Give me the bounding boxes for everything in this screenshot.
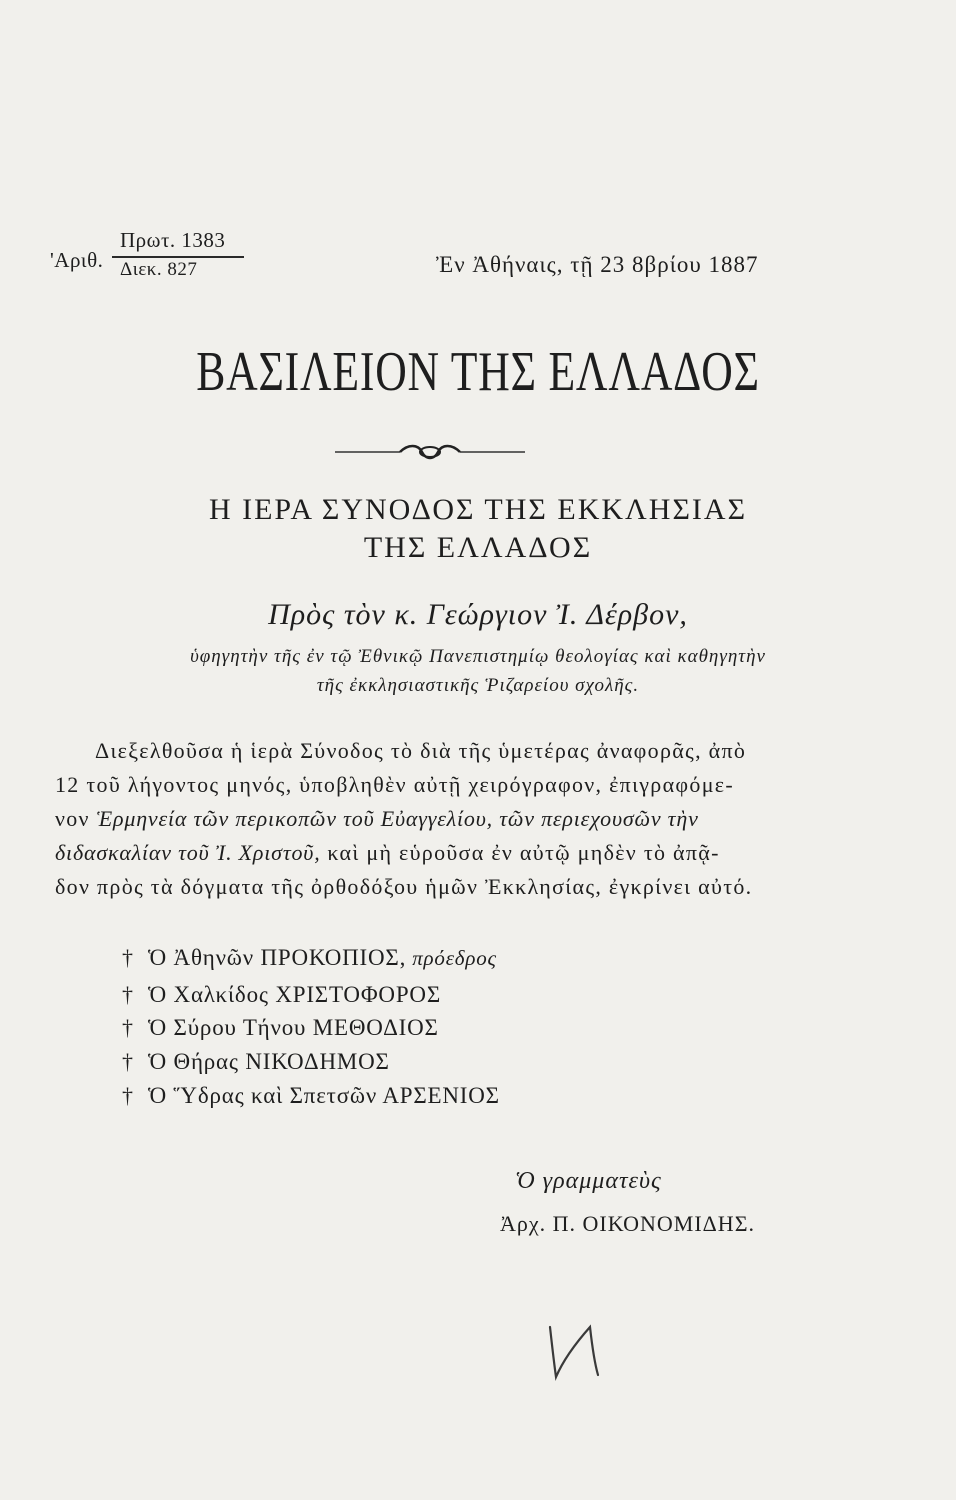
dateline: Ἐν Ἀθήναις, τῇ 23 8βρίου 1887 [436, 252, 759, 277]
cross-icon: † [122, 1015, 134, 1040]
signatory-1 [122, 945, 497, 971]
signatory-name: Ὁ Χαλκίδος ΧΡΙΣΤΟΦΟΡΟΣ [148, 982, 442, 1007]
secretary-name: Ἀρχ. Π. ΟΙΚΟΝΟΜΙΔΗΣ. [500, 1211, 755, 1236]
ref-arith-label: 'Αριθ. [50, 248, 104, 272]
signatory-2 [122, 982, 441, 1008]
ref-protocol-number: Πρωτ. 1383 [120, 228, 226, 252]
cross-icon: † [122, 982, 134, 1007]
body-line: 12 τοῦ λήγοντος μηνός, ὑποβληθὲν αὐτῇ χειρόγραφον, ἐπιγραφόμε- [55, 772, 734, 797]
signatory-name: Ὁ Θήρας ΝΙΚΟΔΗΜΟΣ [148, 1049, 390, 1074]
body-line: δον πρὸς τὰ δόγματα τῆς ὀρθοδόξου ἡμῶν Ἐκκλησίας, ἐγκρίνει αὐτό. [55, 874, 753, 899]
body-text-span: νον [55, 806, 97, 831]
signatory-3 [122, 1015, 439, 1041]
synod-heading-line1: Η ΙΕΡΑ ΣΥΝΟΔΟΣ ΤΗΣ ΕΚΚΛΗΣΙΑΣ [208, 493, 748, 526]
signatory-role: πρόεδρος [406, 946, 497, 970]
addressee-name: Πρὸς τὸν κ. Γεώργιον Ἰ. Δέρβον, [268, 598, 688, 631]
kingdom-heading: ΒΑΣΙΛΕΙΟΝ ΤΗΣ ΕΛΛΑΔΟΣ [196, 341, 760, 403]
body-text-span: καὶ μὴ εὑροῦσα ἐν αὐτῷ μηδὲν τὸ ἀπᾷ- [320, 840, 720, 865]
reference-number [50, 228, 250, 288]
ref-fraction-line [112, 256, 244, 258]
cross-icon: † [122, 1083, 134, 1108]
addressee-description-2: τῆς ἐκκλησιαστικῆς Ῥιζαρείου σχολῆς. [316, 675, 640, 696]
manuscript-title-italic: διδασκαλίαν τοῦ Ἰ. Χριστοῦ, [55, 840, 321, 865]
manuscript-title-italic: Ἑρμηνεία τῶν περικοπῶν τοῦ Εὐαγγελίου, τῶν περιεχουσῶν τὴν [96, 806, 699, 831]
cross-icon: † [122, 1049, 134, 1074]
signatory-4 [122, 1049, 390, 1075]
secretary-title: Ὁ γραμματεὺς [515, 1168, 662, 1194]
synod-heading-line2: ΤΗΣ ΕΛΛΑΔΟΣ [363, 531, 593, 564]
signatory-name: Ὁ Σύρου Τήνου ΜΕΘΟΔΙΟΣ [148, 1015, 439, 1040]
signatory-5 [122, 1083, 500, 1109]
handwritten-mark [540, 1305, 610, 1385]
ornament-divider [330, 440, 530, 464]
body-line [55, 806, 699, 832]
cross-icon: † [122, 945, 134, 970]
body-line: Διεξελθοῦσα ἡ ἱερὰ Σύνοδος τὸ διὰ τῆς ὑμετέρας ἀναφορᾶς, ἀπὸ [95, 738, 747, 763]
addressee-description-1: ὑφηγητὴν τῆς ἐν τῷ Ἐθνικῷ Πανεπιστημίῳ θεολογίας καὶ καθηγητὴν [190, 646, 766, 667]
body-line [55, 840, 720, 866]
signatory-name: Ὁ Ἀθηνῶν ΠΡΟΚΟΠΙΟΣ, [148, 945, 407, 970]
ref-diekp-number: Διεκ. 827 [120, 259, 198, 280]
signatory-name: Ὁ Ὕδρας καὶ Σπετσῶν ΑΡΣΕΝΙΟΣ [148, 1083, 500, 1108]
